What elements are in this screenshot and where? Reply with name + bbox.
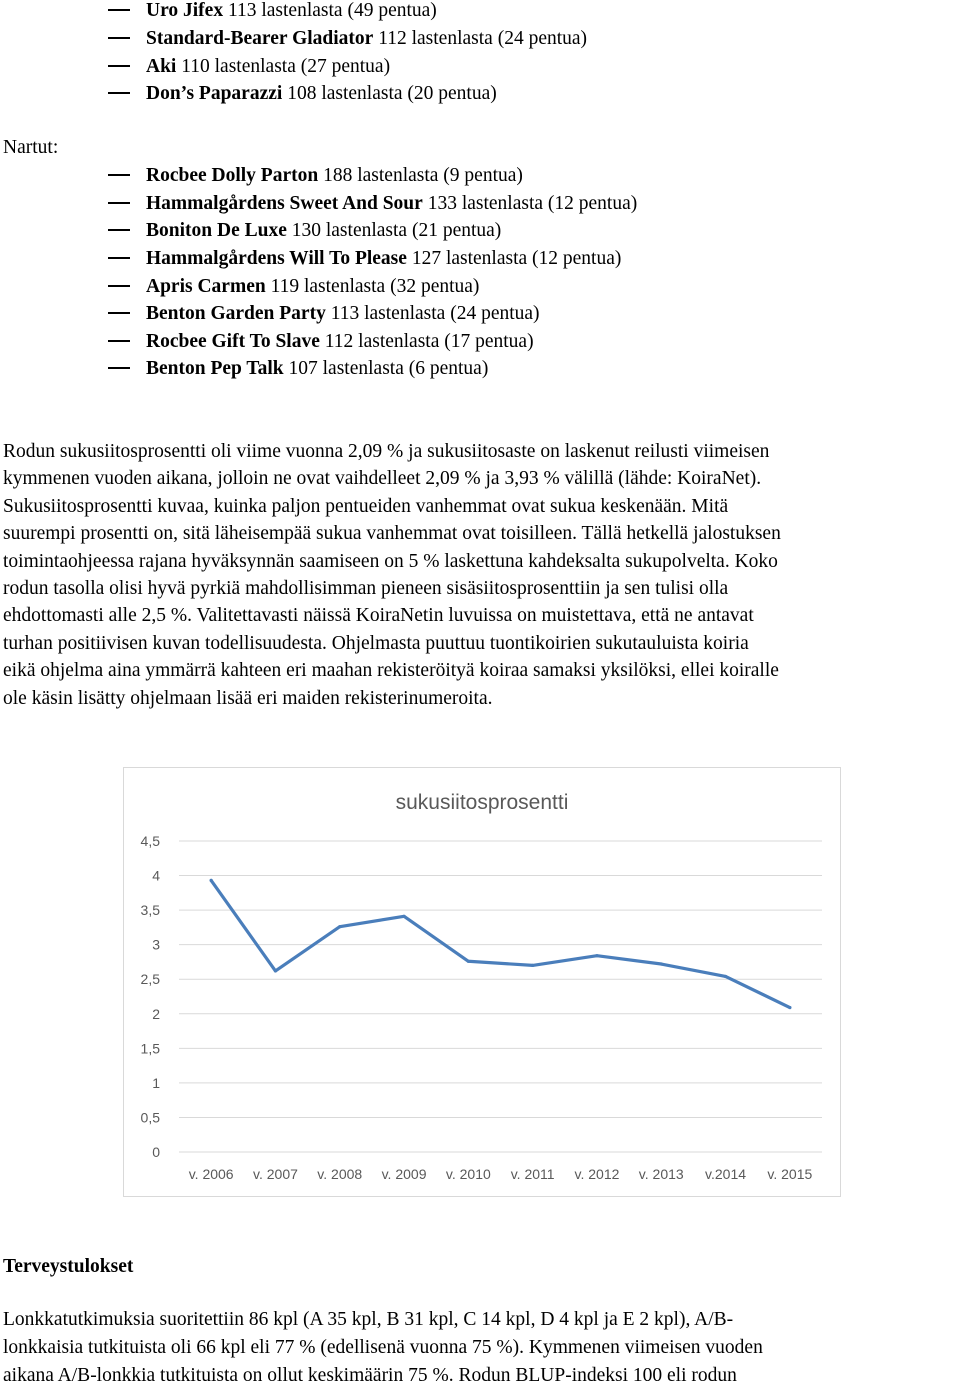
paragraph-line: kymmenen vuoden aikana, jolloin ne ovat vaihdelleet 2,09 % ja 3,93 % välillä (lähde: KoiraNet).: [3, 468, 762, 490]
paragraph-line: toimintaohjeessa rajana hyväksynnän saamiseen on 5 % laskettuna kahdeksalta sukupolvelta. Koko: [3, 550, 778, 572]
data-point: [595, 954, 598, 957]
y-tick-label: 3,5: [140, 902, 160, 919]
dog-stats: 130 lastenlasta (21 pentua): [286, 220, 502, 241]
females-label: Nartut:: [3, 137, 59, 158]
paragraph-line: aikana A/B-lonkkia tutkituista on ollut keskimäärin 75 %. Rodun BLUP-indeksi 100 eli rodun: [3, 1365, 737, 1386]
data-point: [338, 925, 341, 928]
dog-stats: 113 lastenlasta (49 pentua): [223, 0, 437, 21]
dog-stats: 133 lastenlasta (12 pentua): [422, 193, 638, 214]
health-paragraph: [3, 1306, 957, 1390]
chart-title: sukusiitosprosentti: [395, 791, 569, 814]
list-item: [108, 0, 437, 25]
dog-stats: 112 lastenlasta (24 pentua): [373, 28, 588, 49]
dog-stats: 127 lastenlasta (12 pentua): [406, 248, 622, 269]
dash-bullet: [108, 9, 130, 11]
dog-name: Apris Carmen: [146, 276, 266, 297]
paragraph-line: Lonkkatutkimuksia suoritettiin 86 kpl (A 35 kpl, B 31 kpl, C 14 kpl, D 4 kpl ja E 2 kpl), A/B-: [3, 1309, 734, 1330]
dog-name: Don’s Paparazzi: [146, 83, 283, 104]
data-point: [660, 962, 663, 965]
inbreeding-paragraph: [3, 438, 957, 712]
inbreeding-line-chart: [123, 767, 841, 1197]
dash-bullet: [108, 37, 130, 39]
x-tick-label: v. 2012: [574, 1166, 620, 1182]
dog-name: Benton Pep Talk: [146, 358, 284, 379]
dog-name: Rocbee Gift To Slave: [146, 331, 320, 352]
dash-bullet: [108, 257, 130, 259]
y-tick-label: 0,5: [140, 1109, 160, 1126]
dog-name: Standard-Bearer Gladiator: [146, 28, 374, 49]
paragraph-line: ole käsin lisätty ohjelmaan lisää eri maiden rekisterinumeroita.: [3, 687, 493, 709]
dash-bullet: [108, 202, 130, 204]
dash-bullet: [108, 229, 130, 231]
paragraph-line: Sukusiitosprosentti kuvaa, kuinka paljon pentueiden vanhemmat ovat sukua keskenään. Mitä: [3, 495, 729, 517]
dash-bullet: [108, 92, 130, 94]
data-point: [531, 964, 534, 967]
data-point: [402, 915, 405, 918]
y-tick-label: 4,5: [140, 833, 160, 849]
list-item: [108, 300, 540, 328]
list-item: [108, 273, 479, 301]
list-item: [108, 190, 637, 218]
x-tick-label: v. 2015: [767, 1166, 813, 1182]
dash-bullet: [108, 174, 130, 176]
list-item: [108, 217, 501, 245]
dog-stats: 113 lastenlasta (24 pentua): [325, 303, 540, 324]
data-point: [467, 960, 470, 963]
y-tick-label: 3: [152, 936, 160, 953]
x-tick-label: v. 2008: [317, 1166, 363, 1182]
dog-stats: 112 lastenlasta (17 pentua): [319, 331, 534, 352]
series-line: [211, 880, 790, 1007]
dash-bullet: [108, 340, 130, 342]
dog-name: Boniton De Luxe: [146, 220, 287, 241]
dog-stats: 110 lastenlasta (27 pentua): [176, 56, 391, 77]
dash-bullet: [108, 367, 130, 369]
dog-stats: 119 lastenlasta (32 pentua): [265, 276, 480, 297]
dog-stats: 107 lastenlasta (6 pentua): [283, 358, 489, 379]
dog-name: Uro Jifex: [146, 0, 224, 21]
y-tick-label: 4: [152, 867, 160, 884]
x-tick-label: v.2014: [705, 1166, 747, 1182]
dog-name: Rocbee Dolly Parton: [146, 165, 319, 186]
list-item: [108, 355, 488, 383]
x-tick-label: v. 2009: [381, 1166, 427, 1182]
chart-canvas: [124, 768, 840, 1196]
data-point: [274, 969, 277, 972]
paragraph-line: eikä ohjelma aina ymmärrä kahteen eri maahan rekisteröityä koiraa samaksi yksilöksi, ellei koiralle: [3, 660, 779, 682]
paragraph-line: turhan positiivisen kuvan todellisuudesta. Ohjelmasta puuttuu tuontikoirien sukutauluista koiria: [3, 632, 749, 654]
y-tick-label: 1,5: [140, 1040, 160, 1057]
dog-name: Aki: [146, 56, 177, 77]
dash-bullet: [108, 285, 130, 287]
data-point: [210, 879, 213, 882]
list-item: [108, 162, 523, 190]
dog-name: Hammalgårdens Sweet And Sour: [146, 193, 423, 214]
x-tick-label: v. 2006: [188, 1166, 234, 1182]
y-tick-label: 2: [152, 1005, 160, 1022]
paragraph-line: lonkkaisia tutkituista oli 66 kpl eli 77 % (edellisenä vuonna 75 %). Kymmenen viimeisen vuoden: [3, 1337, 763, 1358]
x-tick-label: v. 2007: [253, 1166, 298, 1182]
dog-name: Benton Garden Party: [146, 303, 326, 324]
x-tick-label: v. 2011: [510, 1166, 555, 1182]
data-point: [788, 1006, 791, 1009]
section-heading: Terveystulokset: [3, 1256, 134, 1277]
list-item: [108, 53, 390, 81]
paragraph-line: Rodun sukusiitosprosentti oli viime vuonna 2,09 % ja sukusiitosaste on laskenut reilusti viimeisen: [3, 441, 770, 462]
dog-name: Hammalgårdens Will To Please: [146, 248, 407, 269]
y-tick-label: 2,5: [140, 971, 160, 988]
y-tick-label: 0: [152, 1144, 160, 1160]
dash-bullet: [108, 65, 130, 67]
y-tick-label: 1: [152, 1074, 160, 1091]
dog-stats: 108 lastenlasta (20 pentua): [282, 83, 497, 104]
list-item: [108, 245, 621, 273]
x-tick-label: v. 2010: [445, 1166, 491, 1182]
list-item: [108, 80, 497, 108]
list-item: [108, 25, 587, 53]
paragraph-line: rodun tasolla olisi hyvä pyrkiä mahdollisimman pieneen sisäsiitosprosenttiin ja sen tulisi olla: [3, 578, 729, 600]
dog-stats: 188 lastenlasta (9 pentua): [318, 165, 523, 186]
x-tick-label: v. 2013: [638, 1166, 684, 1182]
paragraph-line: suurempi prosentti on, sitä läheisempää sukua vanhemmat ovat toisilleen. Tällä hetkellä jalostuksen: [3, 523, 781, 545]
paragraph-line: ehdottomasti alle 2,5 %. Valitettavasti näissä KoiraNetin luvuissa on muistettava, että ne antavat: [3, 605, 754, 627]
list-item: [108, 328, 534, 356]
data-point: [724, 975, 727, 978]
dash-bullet: [108, 312, 130, 314]
